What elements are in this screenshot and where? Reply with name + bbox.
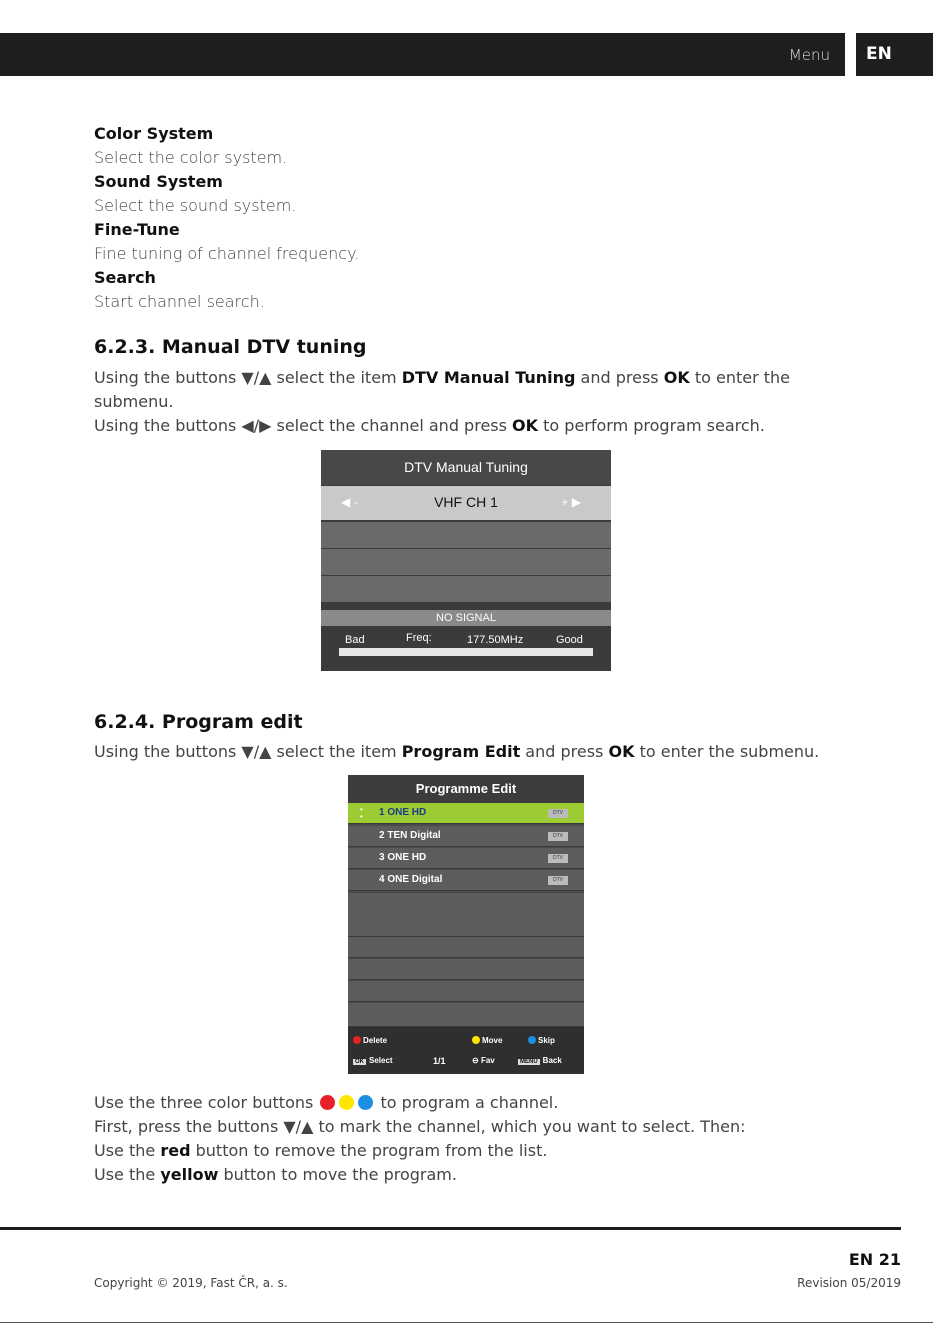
dtv-manual-tuning-screen — [321, 450, 611, 671]
desc-color-system: Select the color system. — [94, 148, 288, 167]
text: Using the buttons ▼/▲ select the item — [94, 368, 402, 387]
red-dot-icon — [353, 1036, 361, 1044]
paragraph-623-line2: submenu. — [94, 392, 174, 411]
text: and press — [575, 368, 664, 387]
fav-hint — [472, 1056, 495, 1065]
dtv-tag: DTV — [548, 809, 568, 818]
paragraph-mark-channel: First, press the buttons ▼/▲ to mark the channel, which you want to select. Then: — [94, 1117, 746, 1136]
paragraph-red-button — [94, 1139, 547, 1163]
yellow-button-icon — [339, 1095, 354, 1110]
program-name: 2 TEN Digital — [379, 830, 441, 841]
text: and press — [520, 742, 609, 761]
text: Delete — [363, 1036, 388, 1045]
text-bold: red — [160, 1141, 191, 1160]
paragraph-623-line3 — [94, 414, 765, 438]
empty-row — [348, 1003, 584, 1027]
empty-row — [321, 522, 611, 548]
back-hint — [518, 1056, 562, 1065]
text: Fav — [480, 1056, 495, 1065]
section-title-624: 6.2.4. Program edit — [94, 711, 303, 733]
paragraph-624-line1 — [94, 740, 819, 764]
text-bold: OK — [608, 742, 635, 761]
term-color-system: Color System — [94, 124, 214, 143]
text: Use the three color buttons — [94, 1093, 319, 1112]
text-bold: yellow — [160, 1165, 219, 1184]
no-signal-status: NO SIGNAL — [321, 610, 611, 626]
program-row[interactable] — [348, 826, 584, 847]
term-search: Search — [94, 268, 156, 287]
skip-hint — [528, 1036, 555, 1045]
blue-button-icon — [358, 1095, 373, 1110]
signal-bad-label: Bad — [345, 634, 365, 646]
empty-row — [321, 549, 611, 575]
select-hint — [353, 1056, 393, 1065]
pe-footer-legend — [348, 1027, 584, 1074]
programme-edit-screen — [348, 775, 584, 1074]
signal-good-label: Good — [556, 634, 583, 646]
empty-row — [348, 959, 584, 980]
desc-fine-tune: Fine tuning of channel frequency. — [94, 244, 360, 263]
text: to enter the submenu. — [634, 742, 820, 761]
program-row[interactable] — [348, 803, 584, 824]
revision: Revision 05/2019 — [797, 1276, 901, 1290]
text-bold: OK — [512, 416, 539, 435]
text: to enter the — [689, 368, 790, 387]
delete-hint — [353, 1036, 387, 1045]
ok-key-icon: OK — [355, 1059, 364, 1065]
empty-row — [348, 893, 584, 937]
program-name: 1 ONE HD — [379, 807, 427, 818]
paragraph-color-buttons — [94, 1091, 558, 1115]
page-number: EN 21 — [848, 1250, 901, 1269]
move-handle-icon: • • — [360, 805, 363, 821]
desc-search: Start channel search. — [94, 292, 265, 311]
channel-value: VHF CH 1 — [434, 494, 498, 510]
dtv-tag: DTV — [548, 854, 568, 863]
freq-value: 177.50MHz — [467, 634, 524, 646]
bottom-rule — [0, 1322, 933, 1323]
text-bold: OK — [663, 368, 690, 387]
right-arrow-icon[interactable]: + ▶ — [561, 495, 581, 509]
copyright: Copyright © 2019, Fast ČR, a. s. — [94, 1276, 288, 1290]
yellow-dot-icon — [472, 1036, 480, 1044]
freq-label: Freq: — [406, 632, 432, 644]
paragraph-623-line1 — [94, 366, 790, 390]
program-row[interactable] — [348, 870, 584, 891]
dtv-tag: DTV — [548, 832, 568, 841]
menu-key-icon: MENU — [520, 1059, 538, 1065]
section-title-623: 6.2.3. Manual DTV tuning — [94, 336, 367, 358]
dtv-title: DTV Manual Tuning — [321, 450, 611, 485]
text: to program a channel. — [375, 1093, 559, 1112]
text-bold: Program Edit — [401, 742, 521, 761]
move-hint — [472, 1036, 502, 1045]
term-fine-tune: Fine-Tune — [94, 220, 180, 239]
channel-selector[interactable] — [321, 486, 611, 520]
language-badge: EN — [856, 33, 933, 76]
empty-row — [348, 937, 584, 958]
term-sound-system: Sound System — [94, 172, 223, 191]
text: button to remove the program from the list. — [190, 1141, 548, 1160]
footer-divider — [0, 1227, 901, 1230]
text: Use the — [94, 1165, 161, 1184]
page-indicator: 1/1 — [433, 1056, 446, 1066]
text: Skip — [538, 1036, 555, 1045]
text: Back — [542, 1056, 562, 1065]
dtv-tag: DTV — [548, 876, 568, 885]
text: Select — [369, 1056, 393, 1065]
signal-strength-bar — [339, 648, 593, 656]
paragraph-yellow-button — [94, 1163, 457, 1187]
program-row[interactable] — [348, 848, 584, 869]
header-menu-label: Menu — [788, 46, 830, 64]
desc-sound-system: Select the sound system. — [94, 196, 297, 215]
blue-dot-icon — [528, 1036, 536, 1044]
text: button to move the program. — [218, 1165, 457, 1184]
left-arrow-icon[interactable]: ◀ - — [341, 495, 358, 509]
empty-row — [348, 981, 584, 1002]
pe-title: Programme Edit — [348, 775, 584, 803]
text: Using the buttons ▼/▲ select the item — [94, 742, 402, 761]
text: Move — [482, 1036, 503, 1045]
text: Use the — [94, 1141, 161, 1160]
text-bold: DTV Manual Tuning — [401, 368, 576, 387]
empty-row — [321, 576, 611, 602]
text: to perform program search. — [538, 416, 765, 435]
program-name: 3 ONE HD — [379, 852, 427, 863]
header-bar — [0, 33, 845, 76]
red-button-icon — [320, 1095, 335, 1110]
fav-icon: ⊖ — [472, 1056, 481, 1065]
program-name: 4 ONE Digital — [379, 874, 443, 885]
text: Using the buttons ◀/▶ select the channel and press — [94, 416, 513, 435]
